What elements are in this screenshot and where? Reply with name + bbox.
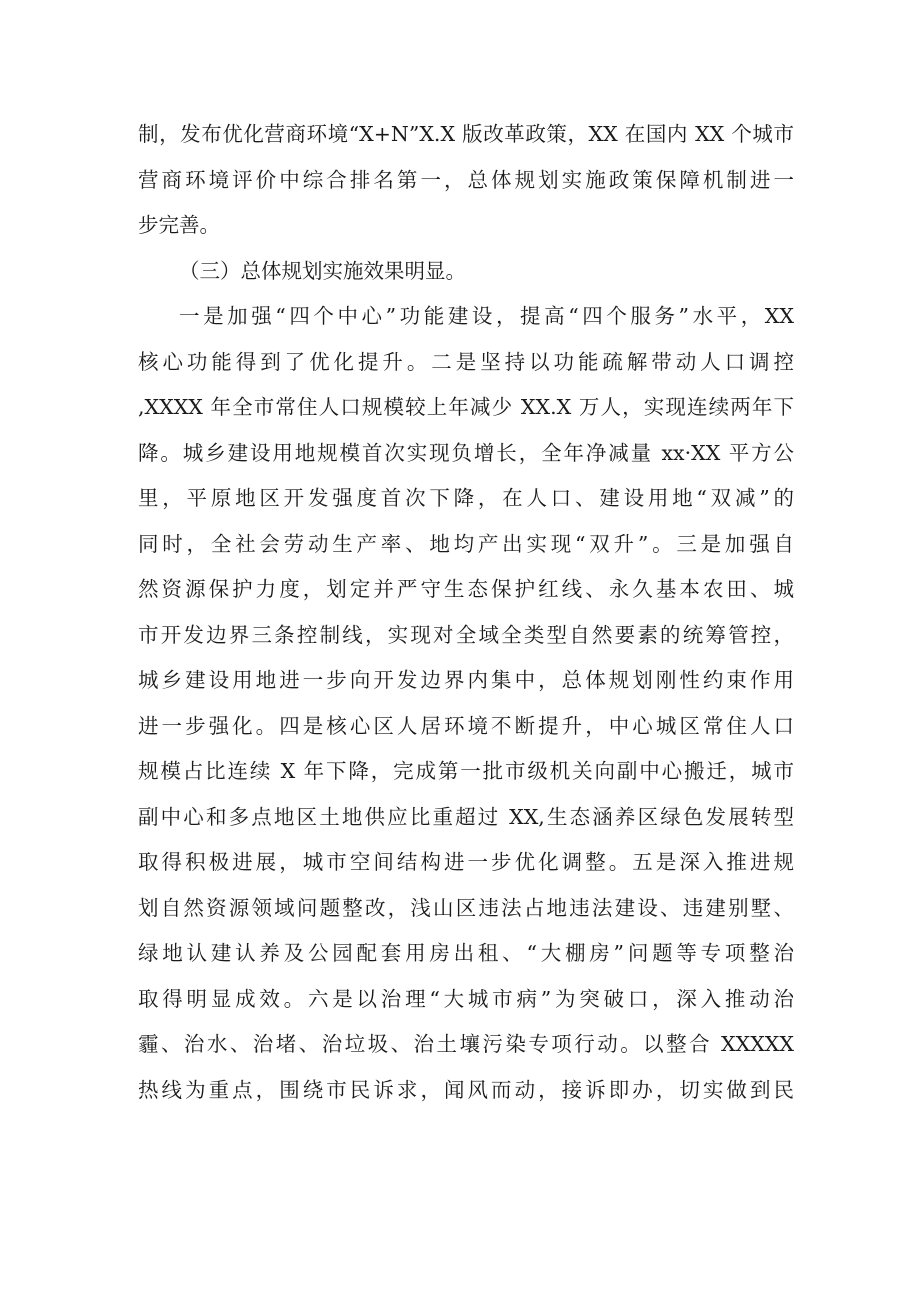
text-line: 规模占比连续 X 年下降，完成第一批市级机关向副中心搬迁，城市 — [138, 759, 794, 783]
text-line: 里，平原地区开发强度首次下降，在人口、建设用地“双减”的 — [138, 486, 794, 510]
text-line: 核心功能得到了优化提升。二是坚持以功能疏解带动人口调控 — [138, 349, 794, 374]
text-line: ,XXXX 年全市常住人口规模较上年减少 XX.X 万人，实现连续两年下 — [138, 395, 794, 419]
document-body — [138, 112, 794, 1113]
text-line: 城乡建设用地进一步向开发边界内集中，总体规划刚性约束作用 — [138, 668, 794, 692]
text-line: 步完善。 — [138, 213, 220, 237]
text-line: 进一步强化。四是核心区人居环境不断提升，中心城区常住人口 — [138, 713, 794, 738]
text-line: 制，发布优化营商环境“X+N”X.X 版改革政策，XX 在国内 XX 个城市 — [138, 122, 794, 146]
section-heading: （三）总体规划实施效果明显。 — [179, 258, 466, 283]
text-line: 热线为重点，围绕市民诉求，闻风而动，接诉即办，切实做到民 — [138, 1077, 794, 1102]
text-line: 绿地认建认养及公园配套用房出租、“大棚房”问题等专项整治 — [138, 941, 794, 965]
text-line: 同时，全社会劳动生产率、地均产出实现“双升”。三是加强自 — [138, 531, 794, 556]
text-line: 降。城乡建设用地规模首次实现负增长，全年净减量 xx·XX 平方公 — [138, 440, 794, 465]
text-line: 一是加强“四个中心”功能建设，提高“四个服务”水平，XX — [179, 304, 794, 328]
text-line: 副中心和多点地区土地供应比重超过 XX,生态涵养区绿色发展转型 — [138, 804, 794, 829]
text-line: 划自然资源领域问题整改，浅山区违法占地违法建设、违建别墅、 — [138, 895, 794, 920]
text-line: 霾、治水、治堵、治垃圾、治土壤污染专项行动。以整合 XXXXX — [138, 1032, 794, 1056]
text-line: 然资源保护力度，划定并严守生态保护红线、永久基本农田、城 — [138, 577, 794, 601]
text-line: 市开发边界三条控制线，实现对全域全类型自然要素的统筹管控， — [138, 622, 794, 647]
text-line: 营商环境评价中综合排名第一，总体规划实施政策保障机制进一 — [138, 167, 794, 192]
text-line: 取得积极进展，城市空间结构进一步优化调整。五是深入推进规 — [138, 850, 794, 874]
text-line: 取得明显成效。六是以治理“大城市病”为突破口，深入推动治 — [138, 986, 794, 1011]
